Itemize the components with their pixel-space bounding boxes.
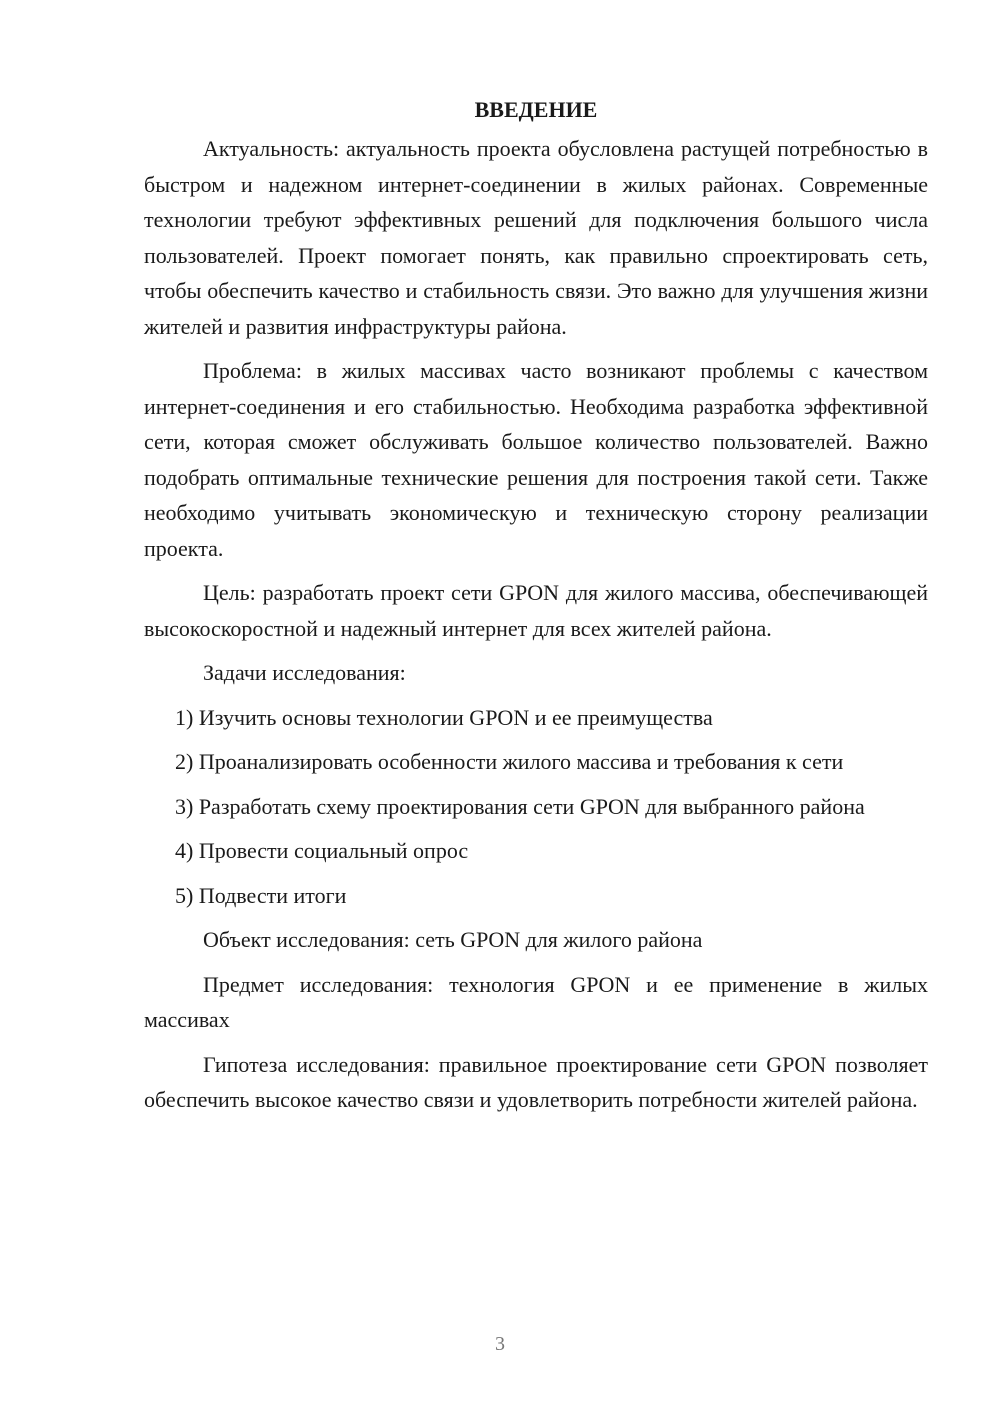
task-item-1: 1) Изучить основы технологии GPON и ее преимущества xyxy=(175,704,713,730)
relevance-paragraph: Актуальность: актуальность проекта обусловлена растущей потребностью в быстром и надежном интернет-соединении в жилых районах. Современные технологии требуют эффективных решений для подключения большого числа пользователей. Проект помогает понять, как правильно спроектировать сеть, чтобы обеспечить качество и стабильность связи. Это важно для улучшения жизни жителей и развития инфраструктуры района. xyxy=(144,136,928,339)
goal-paragraph: Цель: разработать проект сети GPON для жилого массива, обеспечивающей высокоскоростной и надежный интернет для всех жителей района. xyxy=(144,580,928,641)
hypothesis-paragraph: Гипотеза исследования: правильное проектирование сети GPON позволяет обеспечить высокое качество связи и удовлетворить потребности жителей района. xyxy=(144,1051,928,1112)
page-title: ВВЕДЕНИЕ xyxy=(474,97,598,122)
task-item-4: 4) Провести социальный опрос xyxy=(175,838,469,863)
document-page xyxy=(144,92,928,1127)
problem-paragraph: Проблема: в жилых массивах часто возникают проблемы с качеством интернет-соединения и его стабильностью. Необходима разработка эффективной сети, которая сможет обслуживать большое количество пользователей. Важно подобрать оптимальные технические решения для построения такой сети. Также необходимо учитывать экономическую и техническую сторону реализации проекта. xyxy=(144,358,928,561)
tasks-heading: Задачи исследования: xyxy=(203,660,406,685)
task-item-2: 2) Проанализировать особенности жилого массива и требования к сети xyxy=(175,749,844,774)
page-number: 3 xyxy=(495,1333,505,1355)
object-paragraph: Объект исследования: сеть GPON для жилого района xyxy=(203,927,703,952)
task-item-5: 5) Подвести итоги xyxy=(175,882,347,908)
task-item-3: 3) Разработать схему проектирования сети GPON для выбранного района xyxy=(175,793,865,819)
subject-paragraph: Предмет исследования: технология GPON и ее применение в жилых массивах xyxy=(144,971,928,1032)
